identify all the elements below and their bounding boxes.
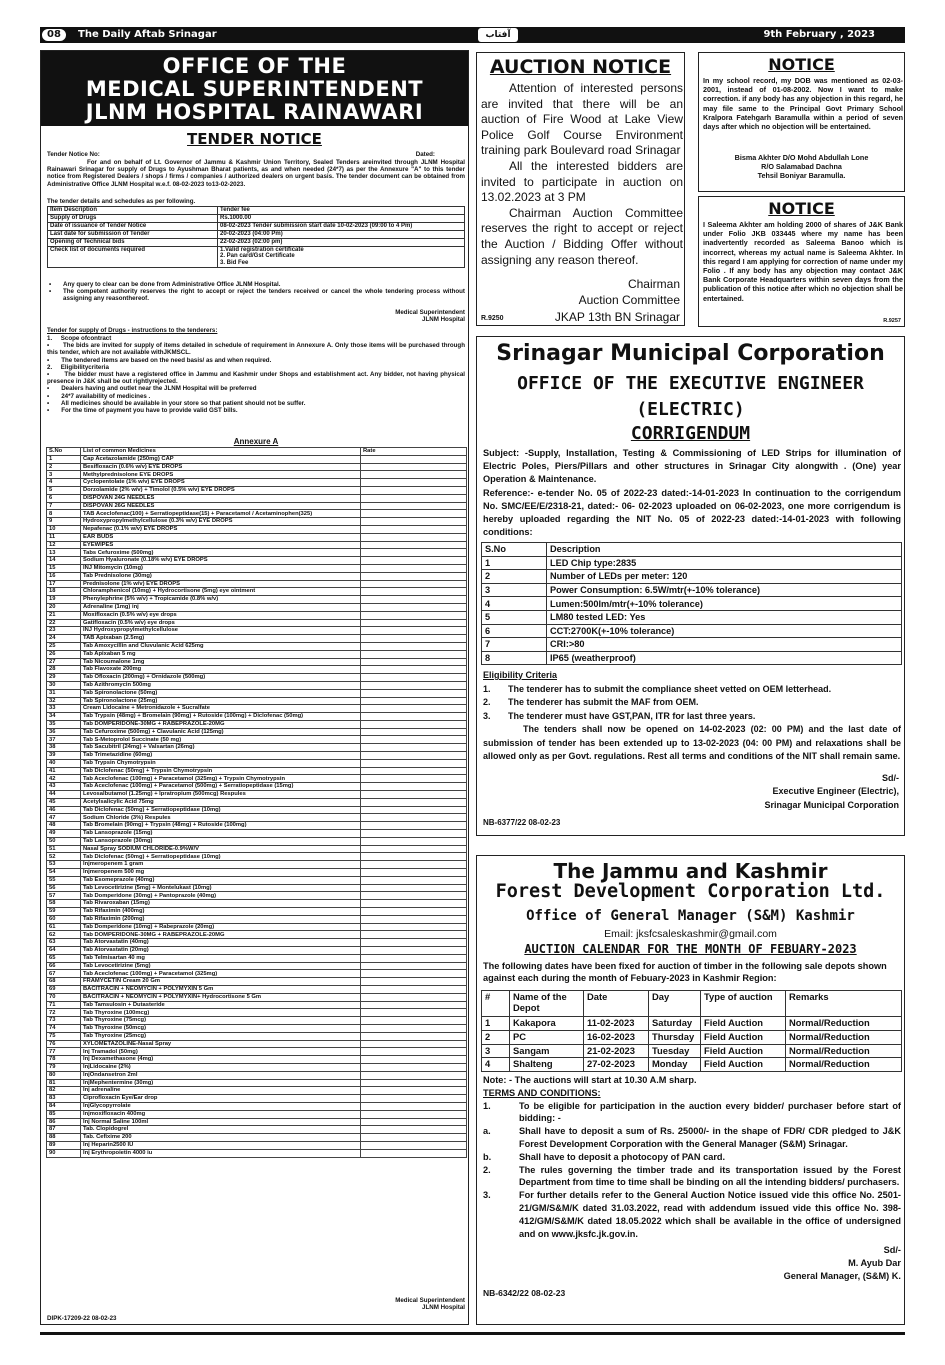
col-rate: Rate bbox=[361, 448, 467, 456]
instruction-item: 1. Scope ofcontract bbox=[47, 335, 112, 342]
smc-spec-row: 6 CCT:2700K(+-10% tolerance) bbox=[482, 624, 902, 638]
instruction-item: • All medicines should be available in your store so that patient should not be suffer. bbox=[47, 399, 306, 407]
medicine-row: 69 BACITRACIN + NEOMYCIN + POLYMYXIN 5 Gm bbox=[47, 985, 467, 993]
medicine-row: 83 Ciprofloxacin Eye/Ear drop bbox=[47, 1095, 467, 1103]
notice-dob-body: In my school record, my DOB was mentioned as 02-03-2001, instead of 01-08-2002. Now I want to make correction. if any body has any objection in this regard, he may file same to the Principal Govt Primary School Kralpora Fatehgarh Baramulla within a period of seven days after which no objection will be entertained. bbox=[703, 76, 903, 132]
notice-dob-signature: Bisma Akhter D/O Mohd Abdullah Lone R/O Salamabad Dachna Tehsil Boniyar Baramulla. bbox=[734, 153, 869, 181]
medicine-row: 20 Adrenaline (1mg) inj bbox=[47, 603, 467, 611]
instruction-item: 2. Eligibilitycriteria bbox=[47, 363, 109, 371]
jkfdc-term-item: b. Shall have to deposit a photocopy of PAN card. bbox=[483, 1151, 726, 1162]
medicine-row: 59 Tab Rifaximin (400mg) bbox=[47, 908, 467, 916]
medicine-row: 6 DISPOVAN 24G NEEDLES bbox=[47, 494, 467, 502]
medicine-row: 66 Tab Levocetirizine (5mg) bbox=[47, 962, 467, 970]
medicine-row: 32 Tab Spironolactone (25mg) bbox=[47, 697, 467, 705]
medicine-row: 49 Tab Lansoprazole (15mg) bbox=[47, 830, 467, 838]
medicine-row: 24 TAB Apixaban (2.5mg) bbox=[47, 635, 467, 643]
schedule-intro: The tender details and schedules as per following. bbox=[47, 198, 196, 205]
schedule-table bbox=[47, 206, 465, 268]
medicine-row: 81 InjMephentermine (30mg) bbox=[47, 1079, 467, 1087]
smc-office: OFFICE OF THE EXECUTIVE ENGINEER bbox=[517, 373, 864, 394]
auction-sig-unit: JKAP 13th BN Srinagar bbox=[554, 310, 680, 324]
medicine-row: 76 XYLOMETAZOLINE-Nasal Spray bbox=[47, 1040, 467, 1048]
medicine-row: 42 Tab Aceclofenac (100mg) + Paracetamol (325mg) + Trypsin Chymotrypsin bbox=[47, 775, 467, 783]
instruction-item: • For the time of payment you have to provide valid GST bills. bbox=[47, 407, 238, 415]
medicine-row: 29 Tab Ofloxacin (200mg) + Ornidazole (500mg) bbox=[47, 674, 467, 682]
tender-number-line bbox=[47, 151, 465, 158]
medicine-row: 26 Tab Apixaban 5 mg bbox=[47, 650, 467, 658]
medicine-row: 86 Inj Normal Saline 100ml bbox=[47, 1118, 467, 1126]
medicine-row: 39 Tab Trimetazidine (60mg) bbox=[47, 752, 467, 760]
smc-eligibility: Eligibility Criteria 1. The tenderer has to submit the compliance sheet vetted on OEM letterhead. 2. The tenderer has submit the MAF from OEM. 3. The tenderer must have GST,PAN, ITR for last three years. The tenders shall now be opened on 14-02-2023 (02: 00 PM) and the last date of submission of tender has been extended up to 13-02-2023 (04: 00 PM) and relaxations shall be allowed only as per Govt. regulations. Rest all terms and conditions of the NIT shall remain same. Sd/- Executive Engineer (Electric), Srinagar Municipal Corporation NB-6377/22 08-02-23 bbox=[483, 670, 901, 827]
medicine-row: 64 Tab Atorvastatin (20mg) bbox=[47, 947, 467, 955]
jkfdc-auction-row: 3 Sangam 21-02-2023 Tuesday Field Auction Normal/Reduction bbox=[482, 1044, 902, 1058]
smc-title: Srinagar Municipal Corporation bbox=[496, 341, 885, 366]
medicine-row: 15 INJ Mitomycin (10mg) bbox=[47, 564, 467, 572]
smc-spec-row: 5 LM80 tested LED: Yes bbox=[482, 610, 902, 624]
schedule-row: Last date for submission of Tender 20-02-2023 (04:00 Pm) bbox=[48, 230, 465, 238]
jkfdc-term-item: 2. The rules governing the timber trade and its transportation issued by the Forest Department from time to time shall be binding on all the intending bidders/ purchasers. bbox=[483, 1164, 901, 1188]
newspaper-logo: آفتاب bbox=[478, 28, 518, 42]
medicine-row: 23 INJ Hydroxypropylmethylcellulose bbox=[47, 627, 467, 635]
medicine-row: 38 Tab Sacubitril (24mg) + Valsartan (26mg) bbox=[47, 744, 467, 752]
medicine-row: 78 Inj Dexamethasone (4mg) bbox=[47, 1056, 467, 1064]
medicine-row: 13 Tabs Cefuroxime (500mg) bbox=[47, 549, 467, 557]
medicine-row: 31 Tab Spironolactone (50mg) bbox=[47, 689, 467, 697]
notice-shares bbox=[698, 196, 905, 327]
jkfdc-table-header: # Name of the Depot Date Day Type of auction Remarks bbox=[482, 991, 902, 1017]
medicine-row: 71 Tab Tamsulosin + Dutasteride bbox=[47, 1001, 467, 1009]
medicine-row: 75 Tab Thyroxine (25mcg) bbox=[47, 1032, 467, 1040]
medicine-row: 80 InjOndansetron 2ml bbox=[47, 1071, 467, 1079]
medicine-row: 58 Tab Rivaroxaban (15mg) bbox=[47, 900, 467, 908]
medicine-row: 30 Tab Azithromycin 500mg bbox=[47, 681, 467, 689]
jkfdc-auction-row: 1 Kakapora 11-02-2023 Saturday Field Auction Normal/Reduction bbox=[482, 1017, 902, 1031]
smc-corrigendum-heading: CORRIGENDUM bbox=[630, 423, 751, 444]
medicine-row: 36 Tab Cefuroxime (500mg) + Clavulanic Acid (125mg) bbox=[47, 728, 467, 736]
notice-dob bbox=[698, 52, 905, 192]
bottom-rule bbox=[40, 1332, 905, 1335]
medicine-row: 41 Tab Diclofenac (50mg) + Trypsin Chymotrypsin bbox=[47, 767, 467, 775]
hospital-title-line1: OFFICE OF THE bbox=[162, 54, 347, 78]
medicine-row: 52 Tab Diclofenac (50mg) + Serratiopeptidase (10mg) bbox=[47, 853, 467, 861]
notice-shares-body: I Saleema Akhter am holding 2000 of shares of J&K Bank under Folio JKB 033445 where my name has been inadvertently recorded as Saleema Banoo which is incorrect, whereas my actual name is Saleema Akhter. In this regard I am applying for correction of name under my Folio . If any body has any objection may contact J&K Bank Corporate Headquarters within seven days from the publication of this notice after which no objection shall be entertained. bbox=[703, 220, 903, 303]
medicine-row: 51 Nasal Spray SODIUM CHLORIDE-0.9%W/V bbox=[47, 845, 467, 853]
notice-shares-title: NOTICE bbox=[768, 199, 835, 218]
hospital-bullets bbox=[47, 281, 465, 303]
smc-spec-row: 7 CRI:>80 bbox=[482, 638, 902, 652]
medicine-row: 73 Tab Thyroxine (75mcg) bbox=[47, 1017, 467, 1025]
hospital-tender-notice bbox=[40, 50, 469, 1325]
medicine-row: 65 Tab Telmisartan 40 mg bbox=[47, 954, 467, 962]
auction-notice bbox=[476, 52, 685, 326]
auction-body: Attention of interested persons are invited that there will be an auction of Fire Wood at Lake View Police Golf Course Environment training park Boulevard road Srinagar All the interested bidders are invited to participate in auction on 13.02.2023 at 3 PM Chairman Auction Committee reserves the right to accept or reject the Auction / Bidding Offer without assigning any reason thereof. bbox=[481, 81, 683, 267]
medicine-row: 5 Dorzolamide (2% w/v) + Timolol (0.5% w/v) EYE DROPS bbox=[47, 486, 467, 494]
jkfdc-calendar-heading: AUCTION CALENDAR FOR THE MONTH OF FEBUARY-2023 bbox=[524, 942, 857, 956]
jkfdc-auction-table bbox=[481, 990, 902, 1072]
medicine-row: 77 Inj Tramadol (50mg) bbox=[47, 1048, 467, 1056]
medicine-row: 85 Injmoxifloxacin 400mg bbox=[47, 1110, 467, 1118]
medicine-row: 56 Tab Levocetirizine (5mg) + Montelukast (10mg) bbox=[47, 884, 467, 892]
medicine-row: 79 InjLidocaine (2%) bbox=[47, 1063, 467, 1071]
col-sno: S.No bbox=[47, 448, 81, 456]
page-number: 08 bbox=[40, 27, 68, 43]
medicine-row: 35 Tab DOMPERIDONE-30MG + RABEPRAZOLE-20MG bbox=[47, 720, 467, 728]
medicine-row: 16 Tab Prednisolone (30mg) bbox=[47, 572, 467, 580]
medicine-row: 19 Phenylephrine (5% w/v) + Tropicamide (0.8% w/v) bbox=[47, 596, 467, 604]
smc-spec-header: S.No Description bbox=[482, 543, 902, 557]
issue-date: 9th February , 2023 bbox=[763, 29, 875, 40]
medicine-row: 14 Sodium Hyaluronate (0.18% w/v) EYE DROPS bbox=[47, 557, 467, 565]
medicine-row: 2 Besifloxacin (0.6% w/v) EYE DROPS bbox=[47, 463, 467, 471]
medicine-row: 72 Tab Thyroxine (100mcg) bbox=[47, 1009, 467, 1017]
medicine-row: 33 Cream Lidocaine + Metronidazole + Sucralfate bbox=[47, 705, 467, 713]
medicine-row: 61 Tab Domperidone (10mg) + Rabeprazole (20mg) bbox=[47, 923, 467, 931]
smc-spec-table bbox=[481, 542, 902, 665]
medicines-table bbox=[46, 447, 467, 1158]
hospital-ref: DIPK-17209-22 08-02-23 bbox=[47, 1315, 117, 1322]
tender-notice-heading: TENDER NOTICE bbox=[187, 130, 322, 148]
jkfdc-term-item: a. Shall have to deposit a sum of Rs. 25000/- in the shape of FDR/ CDR pledged to J&K Forest Development Corporation with the General Manager (S&M) Srinagar. bbox=[483, 1126, 901, 1149]
medicine-row: 43 Tab Aceclofenac (100mg) + Paracetamol (500mg) + Serratiopeptidase (15mg) bbox=[47, 783, 467, 791]
annexure-title: Annexure A bbox=[233, 437, 279, 446]
instructions-title: Tender for supply of Drugs - instructions to the tenderers: bbox=[47, 327, 218, 334]
medicine-row: 53 Injmeropenem 1 gram bbox=[47, 861, 467, 869]
medicine-row: 48 Tab Bromelain (90mg) + Trypsin (48mg) + Rutoside (100mg) bbox=[47, 822, 467, 830]
masthead bbox=[40, 27, 905, 43]
medicines-header-row bbox=[47, 448, 467, 456]
medicine-row: 17 Prednisolone (1% w/v) EYE DROPS bbox=[47, 580, 467, 588]
jkfdc-term-item: 3. For further details refer to the General Auction Notice issued vide this office No. 2501-21/GM/S&M/K dated 31.03.2022, read with addendum issued vide this office No. 398-412/GM/S&M/K dated 18.05.2022 which shall be available in the office of undersigned and on www.jksfc.jk.gov.in. bbox=[483, 1190, 901, 1239]
jkfdc-auction-row: 2 PC 16-02-2023 Thursday Field Auction Normal/Reduction bbox=[482, 1030, 902, 1044]
medicine-row: 8 TAB Aceclofenac(100) + Serratiopeptidase(15) + Paracetamol / Acetaminophen(325) bbox=[47, 510, 467, 518]
auction-ref: R.9250 bbox=[481, 315, 504, 322]
instruction-item: • The bidder must have a registered office in Jammu and Kashmir under Shops and establishment act. Any bidder, not having physical presence in J&K shall be out rightlyrejected. bbox=[47, 371, 467, 386]
medicine-row: 63 Tab Atorvastatin (40mg) bbox=[47, 939, 467, 947]
bullet-item: • Any query to clear can be done from Administrative Office JLNM Hospital. bbox=[49, 281, 281, 288]
schedule-row-checklist: Check list of documents required 1.Valid registration certificate 2. Pan card/Gst Certificate 3. Bid Fee bbox=[48, 246, 465, 268]
schedule-row: Opening of Technical bids 22-02-2023 (02:00 pm) bbox=[48, 238, 465, 246]
jkfdc-office: Office of General Manager (S&M) Kashmir bbox=[526, 908, 855, 924]
medicine-row: 84 InjGlycopyrrolate bbox=[47, 1102, 467, 1110]
hospital-signature: Medical Superintendent JLNM Hospital bbox=[395, 309, 465, 324]
medicine-row: 74 Tab Thyroxine (50mcg) bbox=[47, 1024, 467, 1032]
smc-body: Subject: -Supply, Installation, Testing & Commissioning of LED Strips for illumination of Electric Poles, Piers/Pillars and other structures in Srinagar City alongwith . (One) year Operation & Maintenance. Reference:- e-tender No. 05 of 2022-23 dated:-14-01-2023 In continuation to the corrigendum No. SMC/EE/E/2318-21, dated:- 06- 02-2023 uploaded on 06-02-2023, one more corrigendum is hereby uploaded regarding the NIT No. 05 of 2022-23 dated:-14-01-2023 with following conditions: bbox=[483, 448, 901, 538]
hospital-header bbox=[41, 51, 468, 126]
medicine-row: 46 Tab Diclofenac (50mg) + Serratiopeptidase (10mg) bbox=[47, 806, 467, 814]
hospital-title-line2: MEDICAL SUPERINTENDENT bbox=[85, 77, 424, 101]
medicine-row: 10 Nepafenac (0.1% w/v) EYE DROPS bbox=[47, 525, 467, 533]
smc-electric: (ELECTRIC) bbox=[636, 399, 745, 420]
medicine-row: 62 Tab DOMPERIDONE-30MG + RABEPRAZOLE-20MG bbox=[47, 931, 467, 939]
medicine-row: 55 Tab Esomeprazole (40mg) bbox=[47, 876, 467, 884]
tender-no-label: Tender Notice No: bbox=[47, 151, 100, 158]
medicine-row: 47 Sodium Chloride (3%) Respules bbox=[47, 814, 467, 822]
jkfdc-intro: The following dates have been fixed for auction of timber in the following sale depots shown against each during the month of Febuary-2023 in Kashmir Region: bbox=[483, 961, 887, 984]
medicine-row: 7 DISPOVAN 26G NEEDLES bbox=[47, 502, 467, 510]
instruction-item: • Dealers having and outlet near the JLNM Hospital will be preferred bbox=[47, 385, 257, 393]
medicine-row: 50 Tab Lansoprazole (30mg) bbox=[47, 837, 467, 845]
schedule-row: Item Description Tender fee bbox=[48, 207, 465, 215]
auction-sig-chairman: Chairman bbox=[627, 277, 680, 291]
medicine-row: 28 Tab Flavoxate 200mg bbox=[47, 666, 467, 674]
medicine-row: 9 Hydroxypropylmethylcellulose (0.3% w/v) EYE DROPS bbox=[47, 518, 467, 526]
hospital-signature-bottom: Medical Superintendent JLNM Hospital bbox=[395, 1297, 465, 1312]
hospital-title-line3: JLNM HOSPITAL RAINAWARI bbox=[85, 100, 424, 124]
dated-label: Dated: bbox=[415, 151, 435, 158]
medicine-row: 11 EAR BUDS bbox=[47, 533, 467, 541]
medicine-row: 87 Tab. Clopidogrel bbox=[47, 1126, 467, 1134]
medicine-row: 60 Tab Rifaximin (200mg) bbox=[47, 915, 467, 923]
schedule-row: Supply of Drugs Rs.1000.00 bbox=[48, 214, 465, 222]
medicine-row: 89 Inj Heparin2500 IU bbox=[47, 1141, 467, 1149]
jkfdc-title2: Forest Development Corporation Ltd. bbox=[495, 881, 886, 902]
medicine-row: 54 Injmeropenem 500 mg bbox=[47, 869, 467, 877]
medicine-row: 45 Acetylsalicylic Acid 75mg bbox=[47, 798, 467, 806]
schedule-row: Date of issuance of Tender Notice 08-02-2023 Tender submission start date 10-02-2023 (09:00 to 4 Pm) bbox=[48, 222, 465, 230]
col-medicine: List of common Medicines bbox=[81, 448, 361, 456]
medicine-row: 70 BACITRACIN + NEOMYCIN + POLYMYXIN+ Hydrocortisone 5 Gm bbox=[47, 993, 467, 1001]
medicine-row: 4 Cyclopentolate (1% w/v) EYE DROPS bbox=[47, 479, 467, 487]
instructions-list bbox=[47, 335, 465, 414]
smc-spec-row: 4 Lumen:500lm/mtr(+-10% tolerance) bbox=[482, 597, 902, 611]
smc-spec-row: 8 IP65 (weatherproof) bbox=[482, 651, 902, 665]
bullet-item: • The competent authority reserves the right to accept or reject the tenders received or cancel the whole tendering process without assigning any reasonthereof. bbox=[49, 288, 465, 303]
medicine-row: 67 Tab Aceclofenac (100mg) + Paracetamol (325mg) bbox=[47, 970, 467, 978]
smc-corrigendum bbox=[476, 336, 905, 836]
jkfdc-terms: Note: - The auctions will start at 10.30 A.M sharp. TERMS AND CONDITIONS: 1. To be eligible for participation in the auction every bidder/ purchaser before start of bidding: - a. Shall have to deposit a sum of Rs. 25000/- in the shape of FDR/ CDR pledged to J&K Forest Development Corporation with the General Manager (S&M) Srinagar. b. Shall have to deposit a photocopy of PAN card. 2. The rules governing the timber trade and its transportation issued by the Forest Department from time to time shall be binding on all the intending bidders/ purchasers. 3. For further details refer to the General Auction Notice issued vide this office No. 2501-21/GM/S&M/K dated 31.03.2022, read with addendum issued vide this office No. 398-412/GM/S&M/K dated 18.05.2022 which shall be available in the office of undersigned and on www.jksfc.jk.gov.in. Sd/- M. Ayub Dar General Manager, (S&M) K. NB-6342/22 08-02-23 bbox=[483, 1075, 901, 1298]
medicine-row: 25 Tab Amoxycillin and Cluvulanic Acid 625mg bbox=[47, 642, 467, 650]
medicine-row: 44 Levosalbutamol (1.25mg) + Ipratropium (500mcg) Respules bbox=[47, 791, 467, 799]
medicine-row: 3 Methylprednisolone EYE DROPS bbox=[47, 471, 467, 479]
instruction-item: • The bids are invited for supply of items detailed in schedule of requirement in Annexure A. Only those items will be purchased through this tender, which are not available withJKMSCL. bbox=[47, 342, 467, 357]
medicine-row: 18 Chloramphenicol (10mg) + Hydrocortisone (5mg) eye ointment bbox=[47, 588, 467, 596]
medicine-row: 82 Inj adrenaline bbox=[47, 1087, 467, 1095]
smc-spec-row: 3 Power Consumption: 6.5W/mtr(+-10% tolerance) bbox=[482, 583, 902, 597]
auction-sig-committee: Auction Committee bbox=[578, 293, 680, 307]
newspaper-name: The Daily Aftab Srinagar bbox=[78, 29, 217, 40]
medicine-row: 88 Tab. Cefixime 200 bbox=[47, 1134, 467, 1142]
medicine-row: 1 Cap Acetazolamide (250mg) CAP bbox=[47, 455, 467, 463]
jkfdc-term-item: 1. To be eligible for participation in the auction every bidder/ purchaser before start of bidding: - bbox=[483, 1100, 901, 1124]
medicine-row: 12 EYEWIPES bbox=[47, 541, 467, 549]
medicine-row: 27 Tab Nicoumalone 1mg bbox=[47, 658, 467, 666]
instruction-item: • The tendered items are based on the need basis/ as and when required. bbox=[47, 356, 272, 364]
smc-spec-row: 1 LED Chip type:2835 bbox=[482, 556, 902, 570]
medicine-row: 34 Tab Trypsin (48mg) + Bromelain (90mg) + Rutoside (100mg) + Diclofenac (50mg) bbox=[47, 713, 467, 721]
notice-shares-ref: R.9257 bbox=[883, 318, 901, 324]
jkfdc-email: Email: jksfcsaleskashmir@gmail.com bbox=[604, 928, 777, 940]
instruction-item: • 24*7 availability of medicines . bbox=[47, 392, 151, 400]
tender-intro: For and on behalf of Lt. Governor of Jammu & Kashmir Union Territory, Sealed Tenders areinvited through JLNM Hospital Rainawari Srinagar for supply of Drugs to Ayushman Bharat patients, as and when needed (24*7) as per the Annexure "A" to this tender notice from Registered Dealers / shops / firms / companies / authorized dealers on urgent basis. The tender document can be obtained from Administrative Office JLNM Hospital w.e.f. 08-02-2023 to13-02-2023. bbox=[47, 159, 465, 188]
jkfdc-auction-calendar bbox=[476, 855, 905, 1325]
jkfdc-title1: The Jammu and Kashmir bbox=[553, 859, 828, 883]
auction-title: AUCTION NOTICE bbox=[489, 56, 672, 78]
notice-dob-title: NOTICE bbox=[768, 55, 835, 74]
medicine-row: 40 Tab Trypsin Chymotrypsin bbox=[47, 759, 467, 767]
medicine-row: 90 Inj Erythropoietin 4000 iu bbox=[47, 1149, 467, 1157]
medicine-row: 21 Moxifloxacin (0.5% w/v) eye drops bbox=[47, 611, 467, 619]
smc-spec-row: 2 Number of LEDs per meter: 120 bbox=[482, 570, 902, 584]
jkfdc-auction-row: 4 Shalteng 27-02-2023 Monday Field Auction Normal/Reduction bbox=[482, 1058, 902, 1072]
medicine-row: 57 Tab Domperidone (30mg) + Pantoprazole (40mg) bbox=[47, 892, 467, 900]
medicine-row: 37 Tab S-Metoprolol Succinate (50 mg) bbox=[47, 736, 467, 744]
medicine-row: 68 FRAMYCETIN Cream 20 Gm bbox=[47, 978, 467, 986]
medicine-row: 22 Gatifloxacin (0.5% w/v) eye drops bbox=[47, 619, 467, 627]
